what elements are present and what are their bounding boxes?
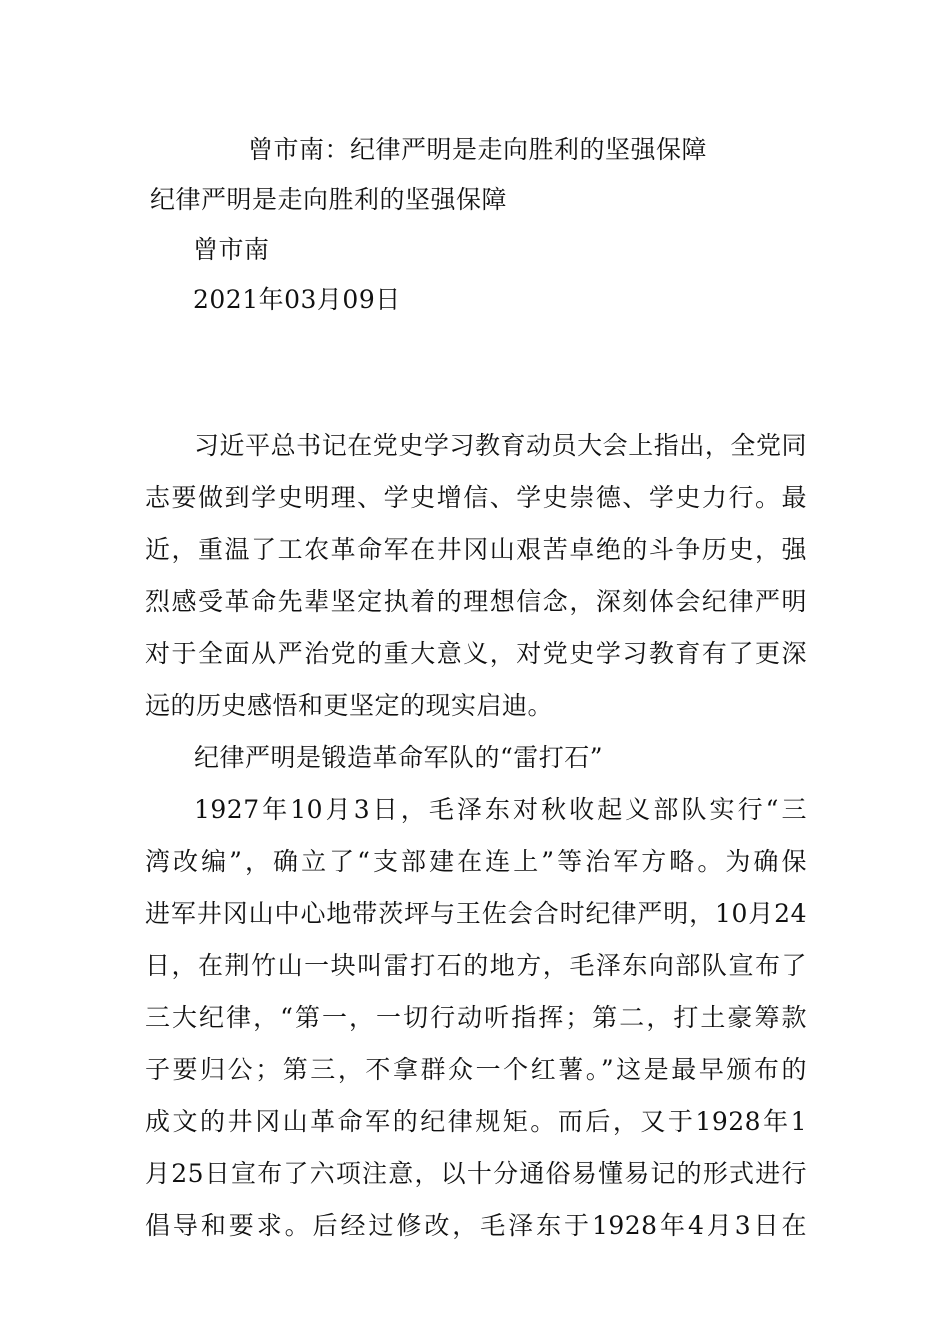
paragraph-line: 倡导和要求。后经过修改，毛泽东于1928年4月3日在 [145, 1211, 807, 1240]
section-heading: 纪律严明是锻造革命军队的“雷打石” [194, 743, 604, 772]
paragraph-line: 烈感受革命先辈坚定执着的理想信念，深刻体会纪律严明 [145, 587, 807, 616]
paragraph-line: 习近平总书记在党史学习教育动员大会上指出，全党同 [194, 431, 807, 460]
paragraph-line: 进军井冈山中心地带茨坪与王佐会合时纪律严明，10月24 [145, 899, 807, 928]
main-title: 曾市南：纪律严明是走向胜利的坚强保障 [248, 135, 708, 164]
paragraph-line: 对于全面从严治党的重大意义，对党史学习教育有了更深 [145, 639, 807, 668]
paragraph-line: 月25日宣布了六项注意，以十分通俗易懂易记的形式进行 [145, 1159, 807, 1188]
paragraph-line: 1927年10月3日，毛泽东对秋收起义部队实行“三 [194, 795, 807, 824]
paragraph-line: 志要做到学史明理、学史增信、学史崇德、学史力行。最 [145, 483, 807, 512]
author: 曾市南 [193, 235, 270, 264]
publish-date: 2021年03月09日 [193, 285, 401, 314]
paragraph-line: 日，在荆竹山一块叫雷打石的地方，毛泽东向部队宣布了 [145, 951, 807, 980]
sub-title: 纪律严明是走向胜利的坚强保障 [150, 185, 508, 214]
paragraph-line: 三大纪律，“第一，一切行动听指挥；第二，打土豪筹款 [145, 1003, 807, 1032]
paragraph-line: 远的历史感悟和更坚定的现实启迪。 [145, 691, 554, 720]
paragraph-line: 成文的井冈山革命军的纪律规矩。而后，又于1928年1 [145, 1107, 807, 1136]
paragraph-line: 湾改编”，确立了“支部建在连上”等治军方略。为确保 [145, 847, 807, 876]
paragraph-intro [145, 429, 807, 1261]
paragraph-line: 子要归公；第三，不拿群众一个红薯。”这是最早颁布的 [145, 1055, 807, 1084]
paragraph-line: 近，重温了工农革命军在井冈山艰苦卓绝的斗争历史，强 [145, 535, 807, 564]
